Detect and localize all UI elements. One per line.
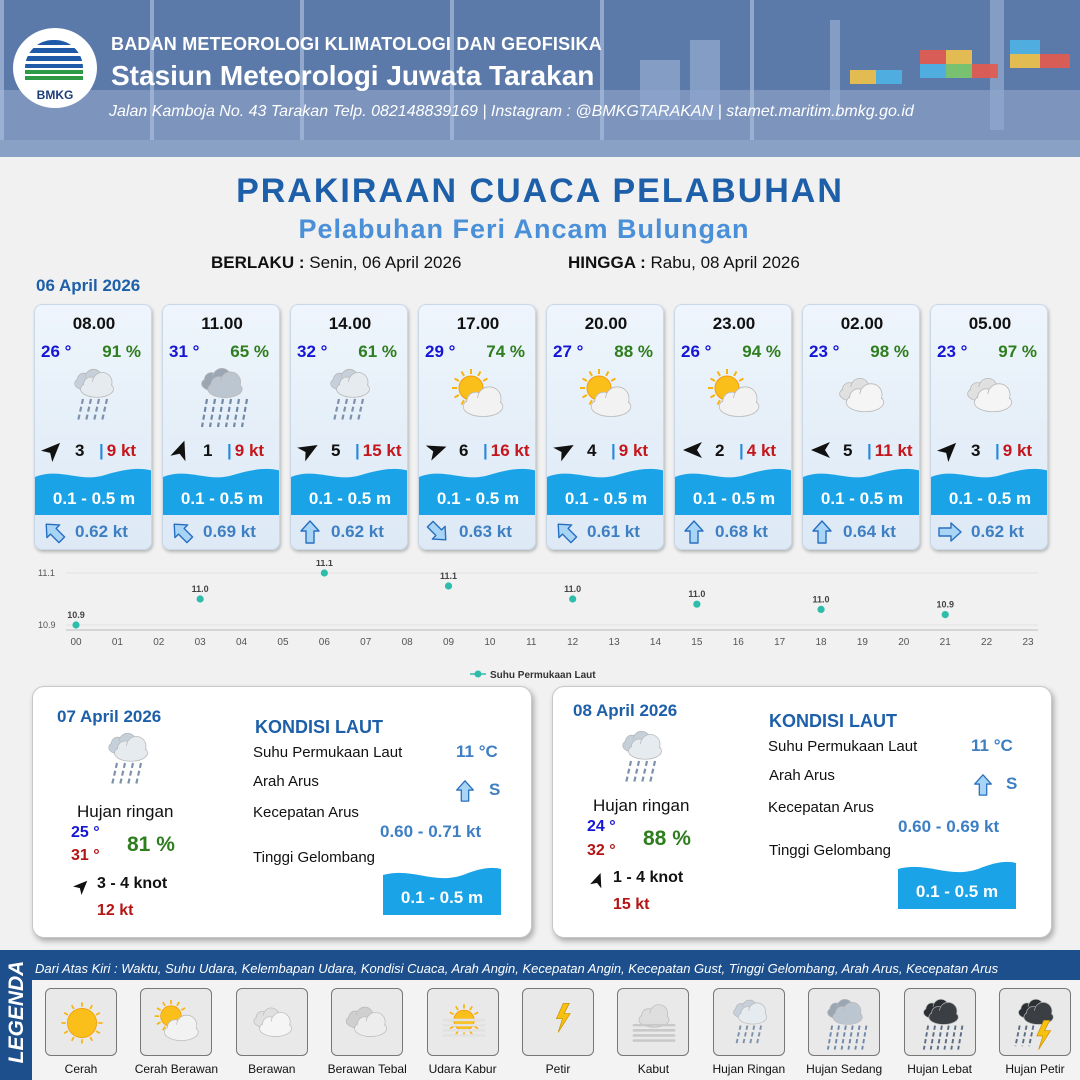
legend-icon-box [904, 988, 976, 1056]
sst-value: 11 °C [456, 742, 498, 761]
card-time: 05.00 [968, 314, 1012, 333]
legend-item-label: Cerah Berawan [134, 1062, 219, 1076]
card-wave-height: 0.1 - 0.5 m [820, 489, 904, 508]
legend-icon-box [713, 988, 785, 1056]
legend-item-label: Udara Kabur [428, 1062, 497, 1076]
card-current-speed: 0.62 kt [331, 522, 384, 541]
data-point [817, 606, 824, 613]
wave-height-value: 0.1 - 0.5 m [400, 888, 484, 907]
card-wind-speed: 6 [459, 441, 469, 460]
hujan-ringan-icon [607, 723, 677, 793]
card-temperature: 32 ° [297, 342, 328, 361]
card-current-speed: 0.62 kt [971, 522, 1024, 541]
cerah-berawan-icon [443, 361, 513, 431]
header-banner [0, 0, 1080, 157]
card-wave-height: 0.1 - 0.5 m [692, 489, 776, 508]
hujan-ringan-icon [93, 725, 163, 795]
current-direction-arrow-icon [41, 519, 67, 545]
x-tick-label: 19 [856, 637, 868, 648]
card-time: 17.00 [456, 314, 500, 333]
card-current [41, 517, 151, 547]
card-time: 23.00 [712, 314, 756, 333]
legend-title: LEGENDA [5, 960, 28, 1064]
card-temperature: 23 ° [809, 342, 840, 361]
gust-value: 4 kt [746, 441, 777, 460]
legend-icon-box [331, 988, 403, 1056]
legend-icon-box [140, 988, 212, 1056]
contact-info: Jalan Kamboja No. 43 Tarakan Telp. 082148839169 | Instagram : @BMKGTARAKAN | stamet.maritim.bmkg.go.id [109, 103, 914, 120]
card-humidity: 74 % [486, 342, 525, 361]
berawan-icon [827, 361, 897, 431]
y-tick-label: 11.1 [38, 568, 55, 578]
current-direction-value: S [489, 780, 501, 799]
x-tick-label: 22 [981, 637, 993, 648]
card-current [681, 517, 791, 547]
current-direction-arrow-icon [971, 773, 995, 797]
valid-to [568, 253, 800, 273]
separator: | [867, 441, 872, 460]
card-humidity: 98 % [870, 342, 909, 361]
card-wind-speed: 5 [331, 441, 341, 460]
sst-label: Suhu Permukaan Laut [253, 744, 403, 761]
x-tick-label: 18 [815, 637, 827, 648]
card-time: 11.00 [201, 314, 243, 333]
card-humidity: 97 % [998, 342, 1037, 361]
gust-value: 11 kt [874, 441, 913, 460]
agency-name: BADAN METEOROLOGI KLIMATOLOGI DAN GEOFISIKA [111, 34, 602, 54]
card-temperature: 26 ° [41, 342, 72, 361]
x-tick-label: 13 [608, 637, 620, 648]
cerah-icon [52, 993, 112, 1053]
logo-text: BMKG [36, 88, 74, 102]
x-tick-label: 00 [70, 637, 82, 648]
data-label: 11.0 [564, 584, 582, 594]
hujan-ringan-icon [315, 361, 385, 431]
x-tick-label: 11 [526, 637, 537, 648]
wave-height-value: 0.1 - 0.5 m [915, 882, 999, 901]
current-direction-label: Arah Arus [769, 767, 835, 784]
kabut-icon [624, 993, 684, 1053]
forecast-card [930, 304, 1048, 550]
legend-item-label: Hujan Ringan [712, 1062, 786, 1076]
current-direction-arrow-icon [937, 519, 963, 545]
sea-surface-temp-chart [30, 560, 1050, 680]
day-temp-max: 31 ° [71, 847, 100, 864]
data-label: 10.9 [936, 599, 954, 610]
card-wave-height: 0.1 - 0.5 m [52, 489, 136, 508]
card-current-speed: 0.62 kt [75, 522, 128, 541]
card-time: 02.00 [840, 314, 884, 333]
card-wave-height: 0.1 - 0.5 m [564, 489, 648, 508]
petir-icon [529, 993, 589, 1053]
separator: | [355, 441, 360, 460]
card-humidity: 65 % [230, 342, 269, 361]
current-speed-label: Kecepatan Arus [768, 799, 874, 816]
separator: | [483, 441, 488, 460]
card-wind-speed: 3 [971, 441, 981, 460]
sst-label: Suhu Permukaan Laut [768, 738, 918, 755]
legend-icon-box [522, 988, 594, 1056]
gust-value: 15 kt [362, 441, 402, 460]
wave-height-label: Tinggi Gelombang [769, 842, 892, 859]
cerah-berawan-icon [147, 993, 207, 1053]
card-current [297, 517, 407, 547]
wind-direction-arrow-icon [589, 871, 607, 889]
forecast-card [418, 304, 536, 550]
current-direction-arrow-icon [169, 519, 195, 545]
x-tick-label: 08 [401, 637, 413, 648]
valid-from-label: BERLAKU : [211, 253, 305, 272]
hujan-sedang-icon [187, 361, 257, 431]
legend-icon-box [617, 988, 689, 1056]
y-tick-label: 10.9 [38, 620, 56, 630]
card-temperature: 29 ° [425, 342, 456, 361]
kondisi-laut-title: KONDISI LAUT [769, 711, 897, 731]
forecast-card [290, 304, 408, 550]
valid-from-value: Senin, 06 April 2026 [309, 253, 462, 272]
hujan-sedang-icon [815, 993, 875, 1053]
legend-item-label: Kabut [637, 1062, 670, 1076]
data-point [569, 595, 576, 602]
x-tick-label: 05 [277, 637, 289, 648]
wave-height-label: Tinggi Gelombang [253, 849, 376, 866]
separator: | [739, 441, 744, 460]
day-temp-max: 32 ° [587, 842, 616, 859]
card-current [937, 517, 1047, 547]
x-tick-label: 02 [153, 637, 165, 648]
legend-icon-box [45, 988, 117, 1056]
day-wind-speed: 3 - 4 knot [97, 875, 168, 892]
day-humidity: 81 % [127, 833, 175, 856]
data-point [445, 582, 452, 589]
forecast-card [162, 304, 280, 550]
day-panel-07 [32, 686, 532, 938]
hujan-ringan-icon [720, 993, 780, 1053]
x-tick-label: 01 [111, 637, 123, 648]
current-speed-value: 0.60 - 0.71 kt [380, 822, 482, 841]
legend-item-label: Cerah [64, 1062, 98, 1076]
berawan-icon [243, 993, 303, 1053]
legend-note: Dari Atas Kiri : Waktu, Suhu Udara, Kelembapan Udara, Kondisi Cuaca, Arah Angin, Kecepatan Angin, Kecepatan Gust, Tinggi Gelombang, Arah Arus, Kecepatan Arus [35, 961, 999, 976]
hujan-petir-icon [1006, 993, 1066, 1053]
legend-icon-box [427, 988, 499, 1056]
card-wind-speed: 2 [715, 441, 725, 460]
card-wave-height: 0.1 - 0.5 m [436, 489, 520, 508]
data-label: 11.0 [688, 589, 706, 600]
cerah-berawan-icon [699, 361, 769, 431]
day-weather-label: Hujan ringan [77, 802, 174, 821]
legend-item-label: Berawan [248, 1062, 296, 1076]
forecast-card [546, 304, 664, 550]
legend-icon-box [236, 988, 308, 1056]
x-tick-label: 03 [194, 637, 206, 648]
gust-value: 9 kt [106, 441, 137, 460]
day1-date: 06 April 2026 [36, 276, 141, 295]
legend-icon-box [999, 988, 1071, 1056]
udara-kabur-icon [434, 993, 494, 1053]
card-wave-height: 0.1 - 0.5 m [948, 489, 1032, 508]
card-current-speed: 0.63 kt [459, 522, 512, 541]
berawan-tebal-icon [338, 993, 398, 1053]
card-humidity: 88 % [614, 342, 653, 361]
card-current-speed: 0.69 kt [203, 522, 256, 541]
card-current-speed: 0.68 kt [715, 522, 768, 541]
gust-value: 9 kt [1002, 441, 1033, 460]
data-label: 11.1 [315, 560, 333, 568]
bmkg-logo [13, 28, 97, 108]
day-weather-label: Hujan ringan [593, 796, 690, 815]
forecast-card [34, 304, 152, 550]
current-direction-arrow-icon [297, 519, 323, 545]
card-time: 08.00 [72, 314, 116, 333]
card-current-speed: 0.64 kt [843, 522, 896, 541]
card-current [169, 517, 279, 547]
card-time: 20.00 [584, 314, 628, 333]
card-temperature: 31 ° [169, 342, 200, 361]
legend-item-label: Hujan Sedang [806, 1062, 883, 1076]
legend-marker [475, 671, 482, 678]
sst-value: 11 °C [971, 736, 1013, 755]
current-direction-value: S [1006, 774, 1018, 793]
x-tick-label: 07 [360, 637, 372, 648]
card-wind-speed: 5 [843, 441, 853, 460]
x-tick-label: 16 [732, 637, 744, 648]
current-speed-label: Kecepatan Arus [253, 804, 359, 821]
card-current [425, 517, 535, 547]
x-tick-label: 15 [691, 637, 703, 648]
card-humidity: 61 % [358, 342, 397, 361]
data-label: 11.1 [440, 571, 458, 581]
legend-item-label: Berawan Tebal [327, 1062, 407, 1076]
current-direction-label: Arah Arus [253, 773, 319, 790]
day-temp-min: 24 ° [587, 818, 616, 835]
x-tick-label: 09 [442, 637, 455, 648]
card-wind-speed: 4 [587, 441, 597, 460]
day-temp-min: 25 ° [71, 824, 100, 841]
legend-item-label: Hujan Petir [1005, 1062, 1065, 1076]
day-gust: 12 kt [97, 902, 134, 919]
current-speed-value: 0.60 - 0.69 kt [898, 817, 1000, 836]
data-point [72, 621, 79, 628]
gust-value: 9 kt [234, 441, 265, 460]
x-tick-label: 12 [567, 637, 579, 648]
day-wind-speed: 1 - 4 knot [613, 869, 684, 886]
x-tick-label: 20 [898, 637, 910, 648]
kondisi-laut-title: KONDISI LAUT [255, 717, 383, 737]
data-point [197, 595, 204, 602]
x-tick-label: 23 [1022, 637, 1034, 648]
card-temperature: 23 ° [937, 342, 968, 361]
day-gust: 15 kt [613, 896, 650, 913]
day-date: 08 April 2026 [573, 701, 678, 720]
gust-value: 16 kt [490, 441, 530, 460]
card-humidity: 91 % [102, 342, 141, 361]
legend-icon-box [808, 988, 880, 1056]
gust-value: 9 kt [618, 441, 649, 460]
card-wind-speed: 1 [203, 441, 213, 460]
card-wind-speed: 3 [75, 441, 85, 460]
card-wave-height: 0.1 - 0.5 m [180, 489, 264, 508]
card-current [809, 517, 919, 547]
day-humidity: 88 % [643, 827, 691, 850]
station-name: Stasiun Meteorologi Juwata Tarakan [111, 60, 595, 91]
data-label: 11.0 [191, 584, 209, 594]
hujan-lebat-icon [911, 993, 971, 1053]
legend-item-label: Hujan Lebat [907, 1062, 972, 1076]
separator: | [611, 441, 616, 460]
x-tick-label: 06 [318, 637, 330, 648]
day-date: 07 April 2026 [57, 707, 162, 726]
current-direction-arrow-icon [681, 519, 707, 545]
card-wave-height: 0.1 - 0.5 m [308, 489, 392, 508]
data-point [693, 601, 700, 608]
x-tick-label: 14 [649, 637, 662, 648]
card-current-speed: 0.61 kt [587, 522, 640, 541]
wind-direction-arrow-icon [73, 877, 91, 895]
current-direction-arrow-icon [425, 519, 451, 545]
valid-to-label: HINGGA : [568, 253, 646, 272]
separator: | [99, 441, 104, 460]
valid-to-value: Rabu, 08 April 2026 [650, 253, 800, 272]
hujan-ringan-icon [59, 361, 129, 431]
legend-item-label: Petir [545, 1062, 571, 1076]
card-temperature: 26 ° [681, 342, 712, 361]
current-direction-arrow-icon [809, 519, 835, 545]
card-temperature: 27 ° [553, 342, 584, 361]
page-title: PRAKIRAAN CUACA PELABUHAN [236, 172, 844, 210]
data-point [942, 611, 949, 618]
x-tick-label: 17 [774, 637, 786, 648]
data-label: 10.9 [67, 610, 85, 620]
page-subtitle: Pelabuhan Feri Ancam Bulungan [298, 214, 750, 244]
valid-from [211, 253, 461, 273]
separator: | [995, 441, 1000, 460]
data-label: 11.0 [812, 594, 830, 605]
berawan-icon [955, 361, 1025, 431]
day-panel-08 [552, 686, 1052, 938]
current-direction-arrow-icon [553, 519, 579, 545]
x-tick-label: 21 [939, 637, 951, 648]
card-humidity: 94 % [742, 342, 781, 361]
forecast-card [802, 304, 920, 550]
card-time: 14.00 [328, 314, 372, 333]
separator: | [227, 441, 232, 460]
current-direction-arrow-icon [453, 779, 477, 803]
forecast-card [674, 304, 792, 550]
data-point [321, 569, 328, 576]
legend-title-box [0, 950, 32, 1080]
series-legend-label: Suhu Permukaan Laut [490, 670, 596, 680]
x-tick-label: 04 [236, 637, 248, 648]
x-tick-label: 10 [484, 637, 496, 648]
cerah-berawan-icon [571, 361, 641, 431]
card-current [553, 517, 663, 547]
